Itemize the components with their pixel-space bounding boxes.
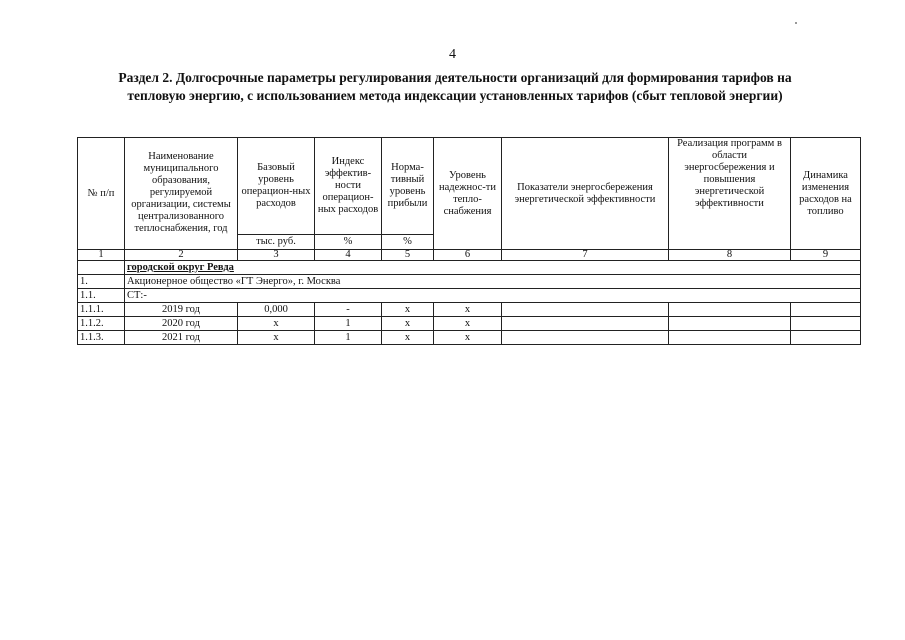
col-number: 1 bbox=[78, 250, 125, 261]
section-heading bbox=[60, 69, 850, 105]
row-energy-programs bbox=[669, 303, 791, 317]
header-fuel-dynamics: Динамика изменения расходов на топливо bbox=[791, 138, 861, 250]
header-reliability: Уровень надежнос-ти тепло-снабжения bbox=[434, 138, 502, 250]
row-base-opex: 0,000 bbox=[238, 303, 315, 317]
org-num: 1. bbox=[78, 275, 125, 289]
row-year: 2020 год bbox=[125, 317, 238, 331]
col-number: 8 bbox=[669, 250, 791, 261]
region-label: городской округ Ревда bbox=[127, 261, 234, 273]
table-row bbox=[78, 331, 861, 345]
table-row bbox=[78, 303, 861, 317]
region-name bbox=[125, 261, 861, 275]
header-name: Наименование муниципального образования, регулируемой организации, системы централизованного теплоснабжения, год bbox=[125, 138, 238, 235]
region-num-empty bbox=[78, 261, 125, 275]
row-fuel-dynamics bbox=[791, 303, 861, 317]
row-year: 2019 год bbox=[125, 303, 238, 317]
row-energy-programs bbox=[669, 317, 791, 331]
row-num: 1.1.3. bbox=[78, 331, 125, 345]
parameters-table bbox=[77, 137, 861, 345]
row-num: 1.1.2. bbox=[78, 317, 125, 331]
row-year: 2021 год bbox=[125, 331, 238, 345]
row-reliability: х bbox=[434, 303, 502, 317]
header-num: № п/п bbox=[78, 138, 125, 250]
header-energy-indicators: Показатели энергосбережения энергетической эффективности bbox=[502, 138, 669, 250]
row-profit-level: х bbox=[382, 331, 434, 345]
row-efficiency-index: - bbox=[315, 303, 382, 317]
header-row bbox=[78, 138, 861, 235]
header-profit-level: Норма-тивный уровень прибыли bbox=[382, 138, 434, 235]
header-efficiency-index: Индекс эффектив-ности операцион-ных расходов bbox=[315, 138, 382, 235]
org-name: Акционерное общество «ГТ Энерго», г. Москва bbox=[125, 275, 861, 289]
row-num: 1.1.1. bbox=[78, 303, 125, 317]
row-reliability: х bbox=[434, 331, 502, 345]
row-energy-indicators bbox=[502, 317, 669, 331]
header-base-opex: Базовый уровень операцион-ных расходов bbox=[238, 138, 315, 235]
col-number: 7 bbox=[502, 250, 669, 261]
row-energy-indicators bbox=[502, 303, 669, 317]
col-number: 5 bbox=[382, 250, 434, 261]
col-number: 4 bbox=[315, 250, 382, 261]
column-numbers-row bbox=[78, 250, 861, 261]
organization-row bbox=[78, 275, 861, 289]
page-number: 4 bbox=[449, 47, 456, 62]
row-base-opex: х bbox=[238, 317, 315, 331]
scan-speck bbox=[795, 22, 797, 24]
col-number: 3 bbox=[238, 250, 315, 261]
heading-line-1: Раздел 2. Долгосрочные параметры регулирования деятельности организаций для формирования тарифов на bbox=[118, 70, 792, 85]
header-energy-programs: Реализация программ в области энергосбережения и повышения энергетической эффективности bbox=[669, 138, 791, 250]
unit-efficiency-index: % bbox=[315, 235, 382, 250]
table-row bbox=[78, 317, 861, 331]
row-energy-programs bbox=[669, 331, 791, 345]
row-fuel-dynamics bbox=[791, 317, 861, 331]
row-reliability: х bbox=[434, 317, 502, 331]
heading-line-2: тепловую энергию, с использованием метода индексации установленных тарифов (сбыт тепловой энергии) bbox=[127, 88, 783, 103]
row-energy-indicators bbox=[502, 331, 669, 345]
unit-base-opex: тыс. руб. bbox=[238, 235, 315, 250]
row-profit-level: х bbox=[382, 317, 434, 331]
units-name-empty bbox=[125, 235, 238, 250]
col-number: 9 bbox=[791, 250, 861, 261]
row-efficiency-index: 1 bbox=[315, 331, 382, 345]
system-row bbox=[78, 289, 861, 303]
region-row bbox=[78, 261, 861, 275]
col-number: 6 bbox=[434, 250, 502, 261]
system-num: 1.1. bbox=[78, 289, 125, 303]
row-fuel-dynamics bbox=[791, 331, 861, 345]
col-number: 2 bbox=[125, 250, 238, 261]
unit-profit-level: % bbox=[382, 235, 434, 250]
row-efficiency-index: 1 bbox=[315, 317, 382, 331]
system-name: СТ:- bbox=[125, 289, 861, 303]
row-profit-level: х bbox=[382, 303, 434, 317]
row-base-opex: х bbox=[238, 331, 315, 345]
